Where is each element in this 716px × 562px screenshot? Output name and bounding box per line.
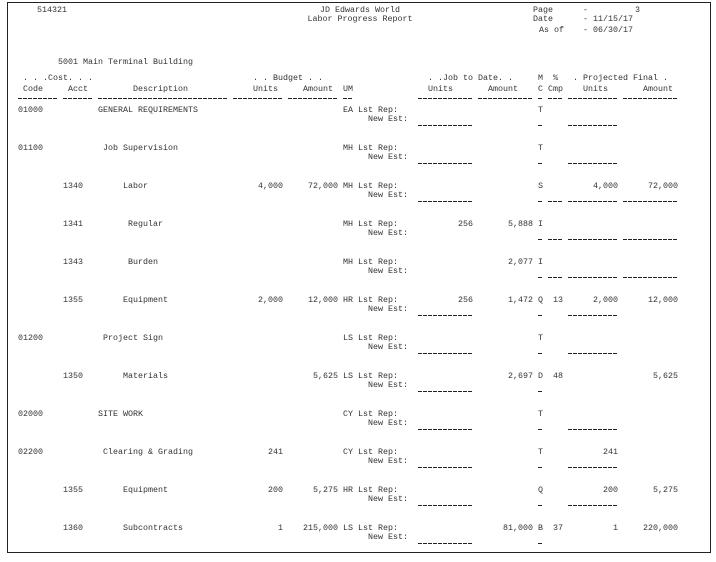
job-title: 5001 Main Terminal Building [58, 57, 193, 67]
page-separator: - [583, 5, 588, 15]
entry-underline-ju [418, 505, 472, 506]
description: Clearing & Grading [98, 447, 193, 457]
new-est-label: New Est: [368, 456, 408, 466]
budget-units: 1 [278, 523, 283, 533]
jtd-group-header: . .Job to Date. . [428, 73, 513, 83]
description: Regular [98, 219, 163, 229]
account: 1340 [63, 181, 83, 191]
projected-amount: 12,000 [648, 295, 678, 305]
new-est-label: New Est: [368, 228, 408, 238]
entry-underline-mc [538, 429, 542, 430]
unit-of-measure: LS [343, 371, 353, 381]
jtd-amount: 5,888 [508, 219, 533, 229]
entry-underline-mc [538, 239, 542, 240]
method-code: T [538, 143, 543, 153]
method-code: D [538, 371, 543, 381]
last-rep-label: Lst Rep: [358, 371, 398, 381]
entry-underline-pu [568, 201, 617, 202]
entry-underline-pu [568, 239, 617, 240]
entry-underline-pu [568, 353, 617, 354]
account: 1341 [63, 219, 83, 229]
entry-underline-cmp [548, 239, 562, 240]
company-name: JD Edwards World [320, 5, 400, 15]
last-rep-label: Lst Rep: [358, 485, 398, 495]
account: 1355 [63, 485, 83, 495]
account: 1350 [63, 371, 83, 381]
asof-label: As of [539, 25, 564, 35]
page-label: Page [533, 5, 553, 15]
header-rule [478, 98, 532, 99]
new-est-label: New Est: [368, 152, 408, 162]
percent-complete: 13 [553, 295, 563, 305]
entry-underline-pu [568, 429, 617, 430]
method-code: S [538, 181, 543, 191]
entry-underline-pu [568, 163, 617, 164]
account: 1343 [63, 257, 83, 267]
asof-value: - 06/30/17 [583, 25, 633, 35]
last-rep-label: Lst Rep: [358, 257, 398, 267]
cost-code: 01100 [18, 143, 43, 153]
new-est-label: New Est: [368, 114, 408, 124]
projected-units: 4,000 [593, 181, 618, 191]
entry-underline-ju [418, 429, 472, 430]
description: Equipment [98, 485, 168, 495]
projected-units: 1 [613, 523, 618, 533]
last-rep-label: Lst Rep: [358, 295, 398, 305]
method-code: T [538, 447, 543, 457]
description: Burden [98, 257, 158, 267]
budget-units: 4,000 [258, 181, 283, 191]
new-est-label: New Est: [368, 266, 408, 276]
projected-amount: 5,625 [653, 371, 678, 381]
header-rule [623, 98, 677, 99]
method-code: I [538, 257, 543, 267]
budget-units-header: Units [253, 84, 278, 94]
header-rule [343, 98, 352, 99]
last-rep-label: Lst Rep: [358, 523, 398, 533]
description: GENERAL REQUIREMENTS [98, 105, 198, 115]
entry-underline-pa [623, 277, 677, 278]
unit-of-measure: MH [343, 257, 353, 267]
description: Subcontracts [98, 523, 183, 533]
entry-underline-cmp [548, 277, 562, 278]
cost-code: 02000 [18, 409, 43, 419]
method-code: I [538, 219, 543, 229]
jtd-amount: 81,000 [503, 523, 533, 533]
new-est-label: New Est: [368, 380, 408, 390]
projected-amount: 72,000 [648, 181, 678, 191]
method-code: T [538, 333, 543, 343]
budget-units: 2,000 [258, 295, 283, 305]
last-rep-label: Lst Rep: [358, 105, 398, 115]
proj-group-header: . Projected Final . [573, 73, 668, 83]
budget-amount: 5,275 [313, 485, 338, 495]
cost-code: 01200 [18, 333, 43, 343]
header-rule [548, 98, 562, 99]
entry-underline-pa [623, 239, 677, 240]
entry-underline-ju [418, 391, 472, 392]
budget-amount: 12,000 [308, 295, 338, 305]
mc-header-top: M [538, 73, 543, 83]
jtd-units: 256 [458, 219, 473, 229]
jtd-amount-header: Amount [488, 84, 518, 94]
new-est-label: New Est: [368, 532, 408, 542]
unit-of-measure: CY [343, 447, 353, 457]
entry-underline-mc [538, 201, 542, 202]
entry-underline-mc [538, 505, 542, 506]
budget-units: 241 [268, 447, 283, 457]
budget-units: 200 [268, 485, 283, 495]
entry-underline-mc [538, 277, 542, 278]
new-est-label: New Est: [368, 418, 408, 428]
unit-of-measure: EA [343, 105, 353, 115]
description: Equipment [98, 295, 168, 305]
last-rep-label: Lst Rep: [358, 409, 398, 419]
projected-units: 200 [603, 485, 618, 495]
header-rule [18, 98, 57, 99]
method-code: T [538, 105, 543, 115]
method-code: T [538, 409, 543, 419]
entry-underline-pa [623, 201, 677, 202]
description: Job Supervision [98, 143, 178, 153]
entry-underline-pu [568, 505, 617, 506]
entry-underline-ju [418, 125, 472, 126]
last-rep-label: Lst Rep: [358, 219, 398, 229]
description: Labor [98, 181, 148, 191]
page-number: 3 [635, 5, 640, 15]
projected-amount: 5,275 [653, 485, 678, 495]
cost-group-header: . . .Cost. . . [23, 73, 93, 83]
method-code: Q [538, 295, 543, 305]
date-label: Date [533, 14, 553, 24]
entry-underline-mc [538, 125, 542, 126]
entry-underline-pu [568, 125, 617, 126]
new-est-label: New Est: [368, 190, 408, 200]
entry-underline-cmp [548, 201, 562, 202]
entry-underline-ju [418, 467, 472, 468]
program-id: 514321 [37, 5, 67, 15]
jtd-units: 256 [458, 295, 473, 305]
entry-underline-mc [538, 315, 542, 316]
projected-units: 2,000 [593, 295, 618, 305]
last-rep-label: Lst Rep: [358, 143, 398, 153]
entry-underline-mc [538, 467, 542, 468]
header-rule [288, 98, 337, 99]
percent-complete: 37 [553, 523, 563, 533]
entry-underline-ju [418, 163, 472, 164]
unit-of-measure: MH [343, 181, 353, 191]
percent-complete: 48 [553, 371, 563, 381]
description: Project Sign [98, 333, 163, 343]
entry-underline-mc [538, 163, 542, 164]
entry-underline-ju [418, 543, 472, 544]
budget-amount: 72,000 [308, 181, 338, 191]
header-rule [418, 98, 472, 99]
budget-amount: 5,625 [313, 371, 338, 381]
account: 1355 [63, 295, 83, 305]
cost-code: 01000 [18, 105, 43, 115]
mc-header-bottom: C [538, 84, 543, 94]
proj-amount-header: Amount [643, 84, 673, 94]
entry-underline-pu [568, 277, 617, 278]
budget-amount: 215,000 [303, 523, 338, 533]
jtd-amount: 2,697 [508, 371, 533, 381]
new-est-label: New Est: [368, 342, 408, 352]
new-est-label: New Est: [368, 304, 408, 314]
proj-units-header: Units [583, 84, 608, 94]
description: SITE WORK [98, 409, 143, 419]
unit-of-measure: MH [343, 143, 353, 153]
unit-of-measure: HR [343, 295, 353, 305]
description-header: Description [133, 84, 188, 94]
projected-units: 241 [603, 447, 618, 457]
entry-underline-ju [418, 353, 472, 354]
header-rule [568, 98, 617, 99]
jtd-units-header: Units [428, 84, 453, 94]
entry-underline-ju [418, 315, 472, 316]
header-rule [98, 98, 227, 99]
report-title: Labor Progress Report [307, 14, 413, 24]
jtd-amount: 1,472 [508, 295, 533, 305]
entry-underline-ju [418, 201, 472, 202]
new-est-label: New Est: [368, 494, 408, 504]
unit-of-measure: HR [343, 485, 353, 495]
entry-underline-mc [538, 543, 542, 544]
method-code: B [538, 523, 543, 533]
header-rule [233, 98, 282, 99]
unit-of-measure: LS [343, 523, 353, 533]
unit-of-measure: CY [343, 409, 353, 419]
header-rule [538, 98, 542, 99]
jtd-amount: 2,077 [508, 257, 533, 267]
unit-of-measure: LS [343, 333, 353, 343]
description: Materials [98, 371, 168, 381]
method-code: Q [538, 485, 543, 495]
entry-underline-mc [538, 391, 542, 392]
projected-amount: 220,000 [643, 523, 678, 533]
acct-header: Acct [68, 84, 88, 94]
pct-header-top: % [553, 73, 558, 83]
account: 1360 [63, 523, 83, 533]
last-rep-label: Lst Rep: [358, 181, 398, 191]
entry-underline-mc [538, 353, 542, 354]
last-rep-label: Lst Rep: [358, 333, 398, 343]
budget-amount-header: Amount [303, 84, 333, 94]
pct-header-bottom: Cmp [548, 84, 563, 94]
um-header: UM [343, 84, 353, 94]
unit-of-measure: MH [343, 219, 353, 229]
budget-group-header: . . Budget . . [253, 73, 323, 83]
code-header: Code [23, 84, 43, 94]
entry-underline-pu [568, 315, 617, 316]
cost-code: 02200 [18, 447, 43, 457]
last-rep-label: Lst Rep: [358, 447, 398, 457]
header-rule [63, 98, 92, 99]
date-value: - 11/15/17 [583, 14, 633, 24]
entry-underline-pu [568, 467, 617, 468]
